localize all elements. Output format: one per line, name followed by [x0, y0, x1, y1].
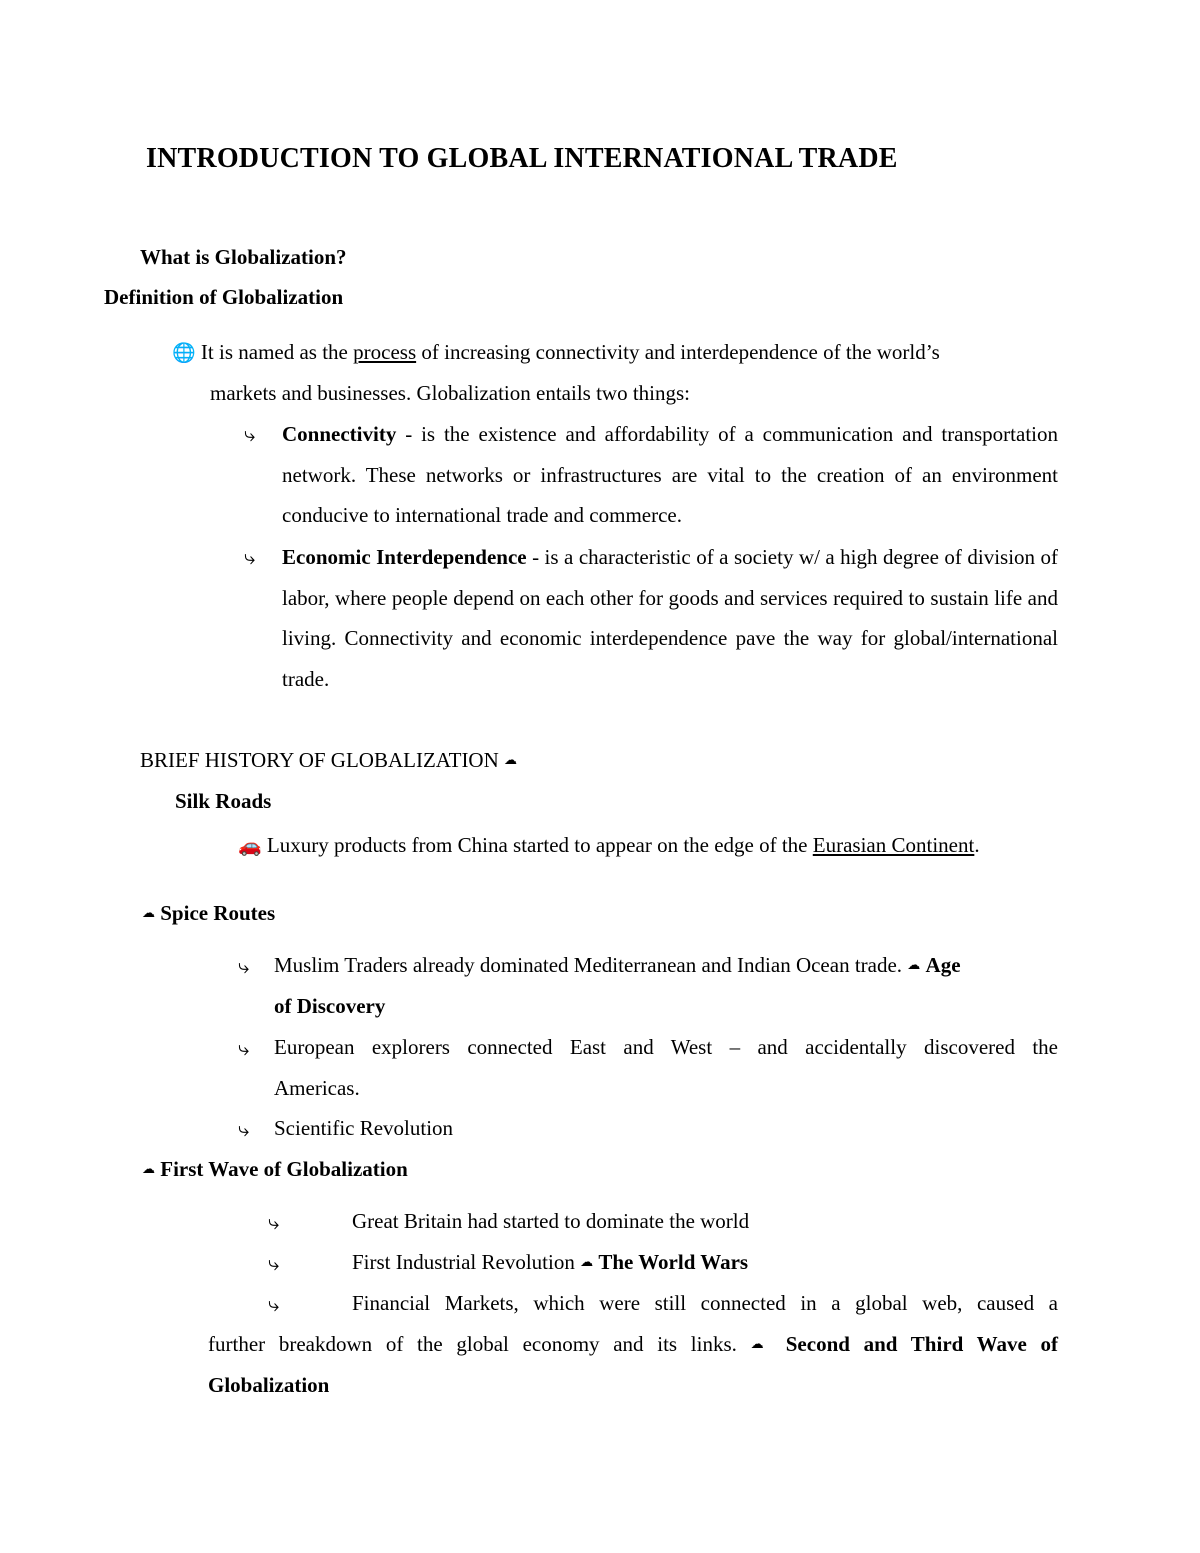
globalization-waves: Globalization [208, 1373, 330, 1397]
curved-arrow-icon: ⤷ [244, 545, 256, 569]
definition-line-2: markets and businesses. Globalization entails two things: [210, 381, 691, 405]
age-of-discovery: of Discovery [274, 994, 386, 1018]
curved-arrow-icon: ⤷ [268, 1210, 280, 1234]
financial-line-1: Financial Markets, which were still connected in a global web, caused a [352, 1291, 1058, 1315]
muslim-traders-line-1: Muslim Traders already dominated Mediterranean and Indian Ocean trade. ☁ Age [274, 953, 961, 977]
globe-icon: 🌐 [172, 342, 196, 364]
curved-arrow-icon: ⤷ [238, 954, 250, 978]
curved-arrow-icon: ⤷ [238, 1036, 250, 1060]
document-title: INTRODUCTION TO GLOBAL INTERNATIONAL TRADE [146, 143, 898, 174]
financial-line-2: further breakdown of the global economy and its links. ☁ Second and Third Wave of [208, 1332, 1058, 1356]
eurasian-continent-underline: Eurasian Continent [812, 833, 975, 857]
european-line-1: European explorers connected East and West – and accidentally discovered the [274, 1035, 1058, 1059]
curved-arrow-icon: ⤷ [244, 422, 256, 446]
silk-roads-heading: Silk Roads [175, 789, 272, 813]
first-wave-heading: ☁ First Wave of Globalization [142, 1157, 408, 1181]
interdependence-bullet: Economic Interdependence - is a characteristic of a society w/ a high degree of division of labor, where people depend on each other for goods and services required to sustain life and living. Connectivity and economic interdependence pave the way for global/international trade. [282, 545, 1058, 691]
industrial-revolution: First Industrial Revolution ☁ The World Wars [352, 1250, 749, 1274]
definition-heading: Definition of Globalization [104, 285, 344, 309]
cloud-icon: ☁ [504, 753, 518, 768]
cloud-icon: ☁ [750, 1337, 773, 1352]
process-underline: process [353, 340, 417, 364]
cloud-icon: ☁ [907, 958, 921, 973]
curved-arrow-icon: ⤷ [268, 1251, 280, 1275]
silk-roads-text: 🚗 Luxury products from China started to appear on the edge of the Eurasian Continent. [238, 830, 1058, 861]
curved-arrow-icon: ⤷ [238, 1117, 250, 1141]
history-heading: BRIEF HISTORY OF GLOBALIZATION ☁ [140, 748, 518, 772]
question-heading: What is Globalization? [140, 245, 347, 269]
scientific-revolution: Scientific Revolution [274, 1116, 454, 1140]
connectivity-bullet: Connectivity - is the existence and affordability of a communication and transportation network. These networks or infrastructures are vital to the creation of an environment conducive to international trade and commerce. [282, 422, 1058, 528]
cloud-icon: ☁ [142, 1162, 155, 1177]
cloud-icon: ☁ [580, 1255, 594, 1270]
spice-routes-heading: ☁ Spice Routes [142, 901, 276, 925]
definition-line-1: 🌐 It is named as the process of increasing connectivity and interdependence of the world’s [172, 340, 940, 364]
curved-arrow-icon: ⤷ [268, 1292, 280, 1316]
european-line-2: Americas. [274, 1076, 360, 1100]
great-britain: Great Britain had started to dominate the world [352, 1209, 750, 1233]
car-icon: 🚗 [238, 835, 262, 857]
cloud-icon: ☁ [142, 906, 155, 921]
